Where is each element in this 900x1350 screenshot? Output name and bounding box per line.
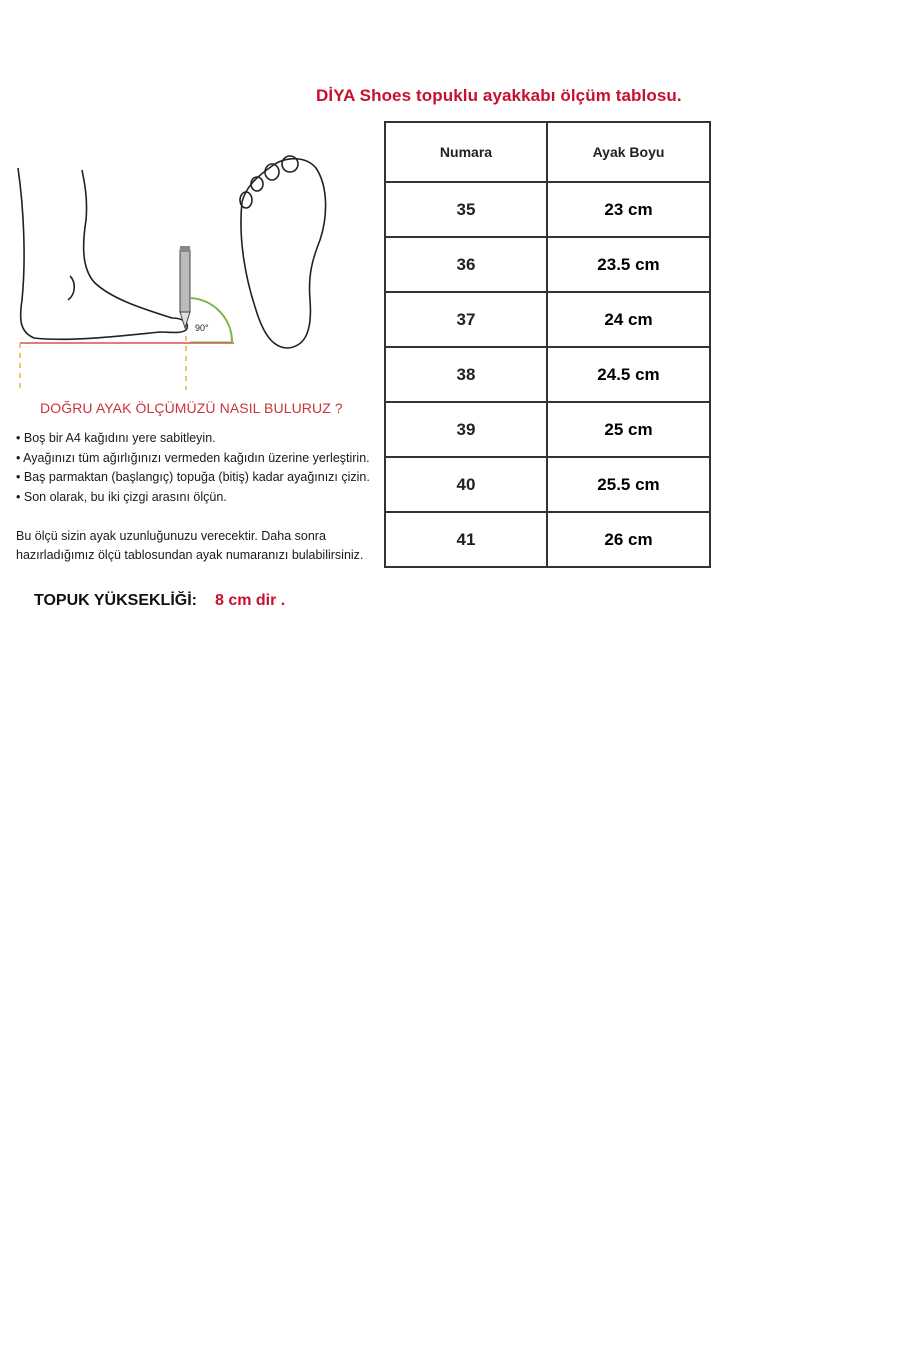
size-table [384, 121, 711, 568]
length-cell: 24 cm [547, 292, 710, 347]
angle-arc [190, 298, 232, 342]
size-cell: 38 [385, 347, 547, 402]
size-cell: 35 [385, 182, 547, 237]
table-row [385, 182, 710, 237]
foot-measurement-illustration [10, 150, 370, 395]
heel-label: TOPUK YÜKSEKLİĞİ: [34, 592, 197, 609]
foot-sole-icon [240, 156, 326, 348]
size-cell: 36 [385, 237, 547, 292]
table-header-row [385, 122, 710, 182]
foot-side-icon [18, 168, 187, 339]
size-cell: 39 [385, 402, 547, 457]
measurement-note [16, 527, 363, 565]
heel-value: 8 cm dir . [214, 592, 286, 609]
table-row [385, 237, 710, 292]
heel-height [34, 592, 285, 610]
length-cell: 25 cm [547, 402, 710, 457]
step-item: • Baş parmaktan (başlangıç) topuğa (bitiş) kadar ayağınızı çizin. [16, 468, 370, 488]
table-row [385, 292, 710, 347]
header-numara: Numara [385, 122, 547, 182]
table-row [385, 457, 710, 512]
table-row [385, 512, 710, 567]
size-cell: 37 [385, 292, 547, 347]
header-ayak-boyu: Ayak Boyu [547, 122, 710, 182]
note-line: Bu ölçü sizin ayak uzunluğunuzu verecektir. Daha sonra [16, 529, 326, 543]
howto-heading: DOĞRU AYAK ÖLÇÜMÜZÜ NASIL BULURUZ ? [40, 400, 343, 416]
length-cell: 25.5 cm [547, 457, 710, 512]
length-cell: 24.5 cm [547, 347, 710, 402]
length-cell: 26 cm [547, 512, 710, 567]
table-row [385, 402, 710, 457]
step-item: • Son olarak, bu iki çizgi arasını ölçün. [16, 488, 370, 508]
size-cell: 41 [385, 512, 547, 567]
size-cell: 40 [385, 457, 547, 512]
step-item: • Boş bir A4 kağıdını yere sabitleyin. [16, 429, 370, 449]
length-cell: 23 cm [547, 182, 710, 237]
page-title: DİYA Shoes topuklu ayakkabı ölçüm tablosu. [316, 86, 682, 105]
length-cell: 23.5 cm [547, 237, 710, 292]
pencil-icon [180, 246, 190, 328]
step-item: • Ayağınızı tüm ağırlığınızı vermeden kağıdın üzerine yerleştirin. [16, 449, 370, 469]
howto-steps [16, 429, 370, 507]
note-line: hazırladığımız ölçü tablosundan ayak numaranızı bulabilirsiniz. [16, 548, 364, 562]
table-row [385, 347, 710, 402]
angle-label: 90° [195, 323, 209, 333]
